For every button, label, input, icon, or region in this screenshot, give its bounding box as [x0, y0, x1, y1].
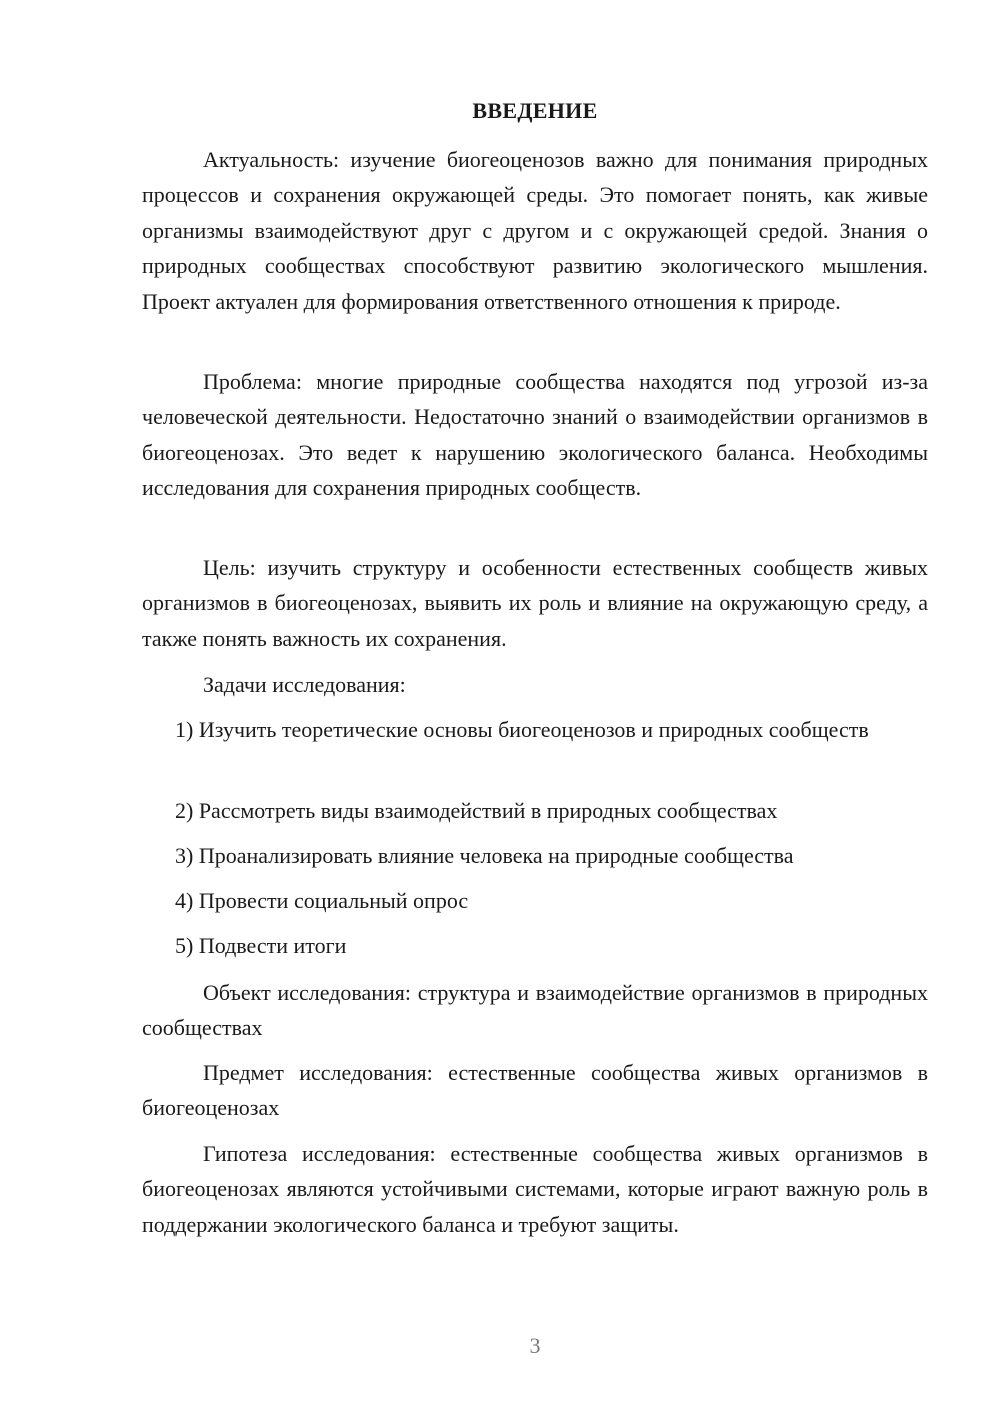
goal-paragraph: Цель: изучить структуру и особенности естественных сообществ живых организмов в биогеоценозах, выявить их роль и влияние на окружающую среду, а также понять важность их сохранения.: [142, 555, 928, 651]
task-item-2: 2) Рассмотреть виды взаимодействий в природных сообществах: [175, 798, 778, 823]
subject-paragraph: Предмет исследования: естественные сообщества живых организмов в биогеоценозах: [142, 1060, 928, 1121]
page-number: 3: [529, 1333, 541, 1358]
page-title: ВВЕДЕНИЕ: [472, 98, 598, 123]
task-item-3: 3) Проанализировать влияние человека на природные сообщества: [175, 843, 794, 868]
relevance-paragraph: Актуальность: изучение биогеоценозов важно для понимания природных процессов и сохранения окружающей среды. Это помогает понять, как живые организмы взаимодействуют друг с другом и с окружающей средой. Знания о природных сообществах способствуют развитию экологического мышления. Проект актуален для формирования ответственного отношения к природе.: [142, 147, 928, 314]
object-paragraph: Объект исследования: структура и взаимодействие организмов в природных сообществах: [142, 980, 928, 1041]
tasks-heading: Задачи исследования:: [203, 672, 406, 697]
task-item-4: 4) Провести социальный опрос: [175, 888, 469, 913]
task-item-1: 1) Изучить теоретические основы биогеоценозов и природных сообществ: [175, 717, 869, 742]
task-item-5: 5) Подвести итоги: [175, 933, 347, 958]
hypothesis-paragraph: Гипотеза исследования: естественные сообщества живых организмов в биогеоценозах являются устойчивыми системами, которые играют важную роль в поддержании экологического баланса и требуют защиты.: [142, 1141, 928, 1237]
problem-paragraph: Проблема: многие природные сообщества находятся под угрозой из-за человеческой деятельности. Недостаточно знаний о взаимодействии организмов в биогеоценозах. Это ведет к нарушению экологического баланса. Необходимы исследования для сохранения природных сообществ.: [142, 369, 928, 501]
